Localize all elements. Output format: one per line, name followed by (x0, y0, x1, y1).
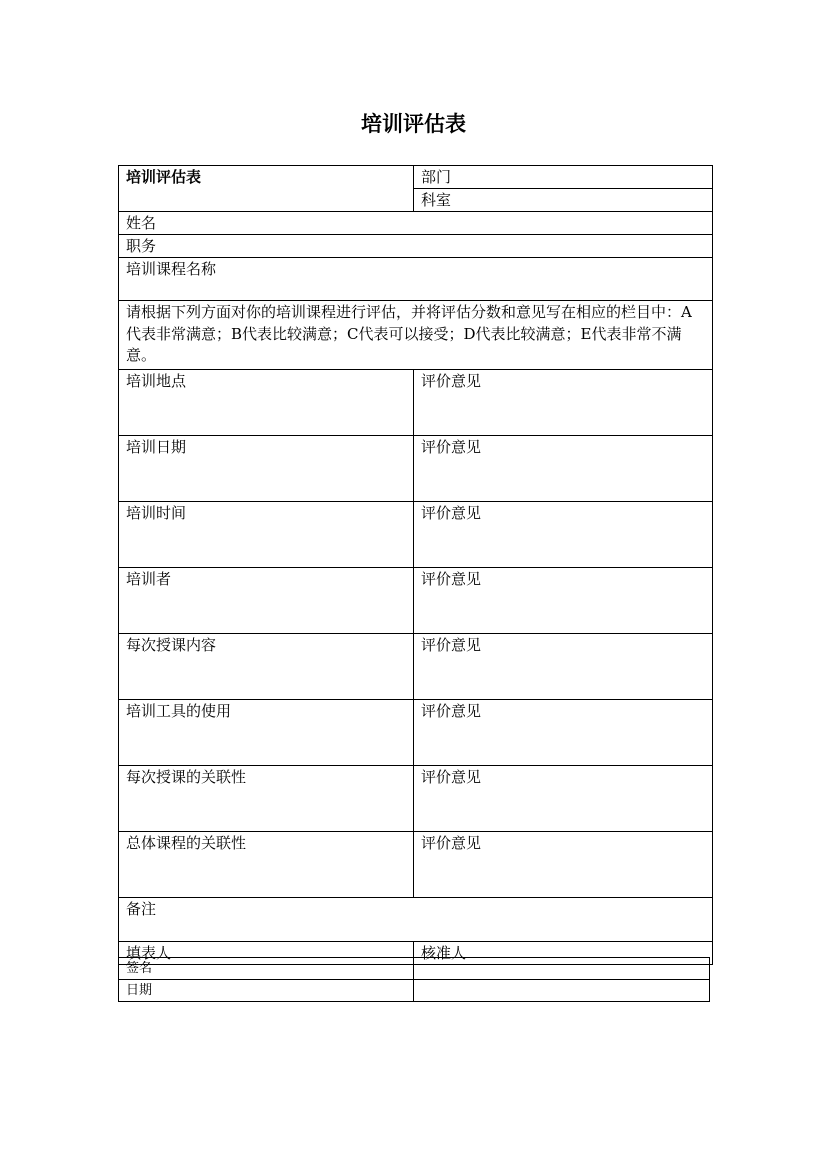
page-title: 培训评估表 (361, 111, 466, 136)
signature-field[interactable] (414, 958, 710, 980)
eval-comment-tools[interactable]: 评价意见 (414, 699, 713, 765)
date-field[interactable] (414, 980, 710, 1002)
department-field[interactable]: 部门 (414, 166, 713, 189)
remarks-field[interactable]: 备注 (119, 897, 713, 941)
eval-comment-location[interactable]: 评价意见 (414, 369, 713, 435)
instructions-text: 请根据下列方面对你的培训课程进行评估，并将评估分数和意见写在相应的栏目中：A代表非常满意；B代表比较满意；C代表可以接受；D代表比较满意；E代表非常不满意。 (119, 301, 713, 370)
course-name-field[interactable]: 培训课程名称 (119, 258, 713, 301)
filler-label: 填表人 (119, 941, 414, 964)
form-label-cell: 培训评估表 (119, 166, 414, 212)
eval-comment-session-relevance[interactable]: 评价意见 (414, 765, 713, 831)
eval-comment-date[interactable]: 评价意见 (414, 435, 713, 501)
eval-item-date[interactable]: 培训日期 (119, 435, 414, 501)
eval-item-content[interactable]: 每次授课内容 (119, 633, 414, 699)
approver-label: 核准人 (414, 941, 713, 964)
eval-item-location[interactable]: 培训地点 (119, 369, 414, 435)
eval-item-time[interactable]: 培训时间 (119, 501, 414, 567)
position-field[interactable]: 职务 (119, 235, 713, 258)
eval-item-session-relevance[interactable]: 每次授课的关联性 (119, 765, 414, 831)
date-label: 日期 (119, 980, 414, 1002)
signature-label: 签名 (119, 958, 414, 980)
eval-item-tools[interactable]: 培训工具的使用 (119, 699, 414, 765)
name-field[interactable]: 姓名 (119, 212, 713, 235)
eval-item-overall-relevance[interactable]: 总体课程的关联性 (119, 831, 414, 897)
eval-comment-trainer[interactable]: 评价意见 (414, 567, 713, 633)
eval-comment-content[interactable]: 评价意见 (414, 633, 713, 699)
eval-item-trainer[interactable]: 培训者 (119, 567, 414, 633)
evaluation-form-table (118, 165, 713, 965)
signature-table (118, 957, 710, 1002)
eval-comment-time[interactable]: 评价意见 (414, 501, 713, 567)
eval-comment-overall-relevance[interactable]: 评价意见 (414, 831, 713, 897)
section-field[interactable]: 科室 (414, 189, 713, 212)
